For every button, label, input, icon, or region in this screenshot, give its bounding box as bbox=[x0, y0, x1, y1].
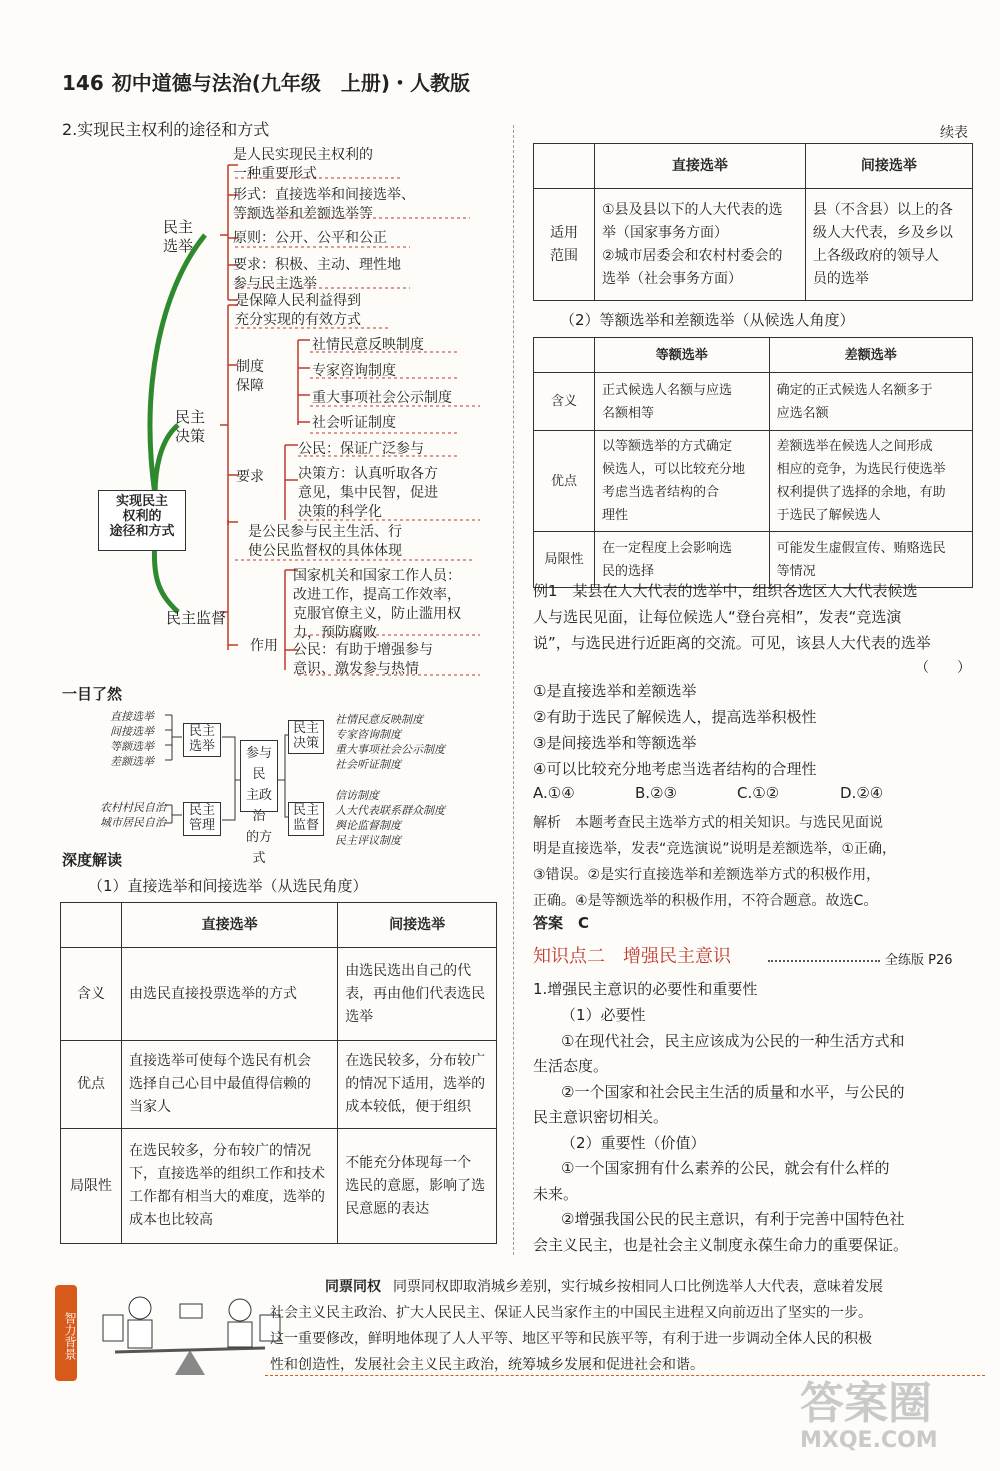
example-paren: （ ） bbox=[915, 660, 971, 676]
table1-cell: 由选民选出自己的代 表，再由他们代表选民 选举 bbox=[338, 948, 497, 1041]
tip-line-2: 社会主义民主政治、扩大人民民主、保证人民当家作主的中国民主进程又向前迈出了坚实的一步。 bbox=[270, 1305, 872, 1321]
table3-row-head: 含义 bbox=[534, 373, 595, 431]
column-divider bbox=[513, 125, 514, 1255]
ov-supervision-box: 民主 监督 bbox=[288, 802, 324, 836]
table1-header-indirect: 间接选举 bbox=[338, 903, 497, 948]
table1-row-head: 含义 bbox=[61, 948, 122, 1041]
system-2: 专家咨询制度 bbox=[312, 363, 396, 379]
ov-management-box: 民主 管理 bbox=[183, 802, 221, 836]
election-item-2: 形式：直接选举和间接选举、 等额选举和差额选举等 bbox=[233, 187, 415, 222]
table3-cell: 可能发生虚假宣传、贿赂选民 等情况 bbox=[769, 532, 972, 588]
table1-row-head: 优点 bbox=[61, 1041, 122, 1129]
table2-header-direct: 直接选举 bbox=[595, 144, 806, 189]
mindmap-center: 实现民主 权利的 途径和方式 bbox=[98, 490, 186, 551]
answer: 答案 C bbox=[533, 914, 590, 932]
supervision-effect-label: 作用 bbox=[250, 638, 278, 654]
ov-election-box: 民主 选举 bbox=[183, 723, 221, 757]
table2-cell: 县（不含县）以上的各 级人大代表，乡及乡以 上各级政府的领导人 员的选举 bbox=[805, 189, 972, 301]
effect-2: 公民：有助于增强参与 意识、激发参与热情 bbox=[293, 642, 433, 677]
table1-cell: 直接选举可使每个选民有机会 选择自己心目中最值得信赖的 当家人 bbox=[122, 1041, 338, 1129]
tip-line-1: 同票同权 同票同权即取消城乡差别，实行城乡按相同人口比例选举人大代表，意味着发展 bbox=[325, 1279, 883, 1295]
deep-sub1: （1）直接选举和间接选举（从选民角度） bbox=[88, 877, 368, 895]
tip-line-4: 性和创造性，发展社会主义民主政治，统筹城乡发展和促进社会和谐。 bbox=[270, 1357, 704, 1373]
table2-cell: ①县及县以下的人大代表的选 举（国家事务方面） ②城市居委会和农村村委会的 选举（社会事务方面） bbox=[595, 189, 806, 301]
supervision-intro: 是公民参与民主生活、行 使公民监督权的具体体现 bbox=[248, 524, 402, 559]
table1-row-head: 局限性 bbox=[61, 1129, 122, 1244]
table2-row-head: 适用 范围 bbox=[534, 189, 595, 301]
table1-header-direct: 直接选举 bbox=[122, 903, 338, 948]
section-title: 2.实现民主权利的途径和方式 bbox=[62, 120, 270, 139]
page-header bbox=[62, 71, 471, 95]
overview-title: 一目了然 bbox=[62, 685, 123, 703]
choice-a: A.①④ bbox=[533, 784, 575, 802]
tip-line-3: 这一重要修改，鲜明地体现了人人平等、地区平等和民族平等，有利于进一步调动全体人民的积极 bbox=[270, 1331, 872, 1347]
watermark: 答案圈 MXQE.COM bbox=[800, 1378, 938, 1453]
table3-header-diff: 差额选举 bbox=[769, 338, 972, 373]
choice-b: B.②③ bbox=[635, 784, 677, 802]
table3-cell: 确定的正式候选人名额多于 应选名额 bbox=[769, 373, 972, 431]
table1-header-empty bbox=[61, 903, 122, 948]
table-equal-diff bbox=[533, 337, 973, 588]
decision-req-label: 要求 bbox=[236, 469, 264, 485]
table3-cell: 正式候选人名额与应选 名额相等 bbox=[595, 373, 770, 431]
kp2-title: 知识点二 增强民主意识 bbox=[533, 946, 731, 967]
table1-cell: 不能充分体现每一个 选民的意愿，影响了选 民意愿的表达 bbox=[338, 1129, 497, 1244]
table1-cell: 由选民直接投票选举的方式 bbox=[122, 948, 338, 1041]
table-direct-indirect bbox=[60, 902, 497, 1244]
system-4: 社会听证制度 bbox=[312, 415, 396, 431]
kp2-dotted-leader bbox=[768, 960, 880, 962]
tip-badge: 智力背景 bbox=[55, 1285, 77, 1381]
table3-header-equal: 等额选举 bbox=[595, 338, 770, 373]
ov-center-box: 参与民 主政治 的方式 bbox=[240, 740, 278, 812]
example-options: ①是直接选举和差额选举 ②有助于选民了解候选人，提高选举积极性 ③是间接选举和等额选举 ④可以比较充分地考虑当选者结构的合理性 bbox=[533, 682, 817, 778]
table3-header-empty bbox=[534, 338, 595, 373]
table-scope bbox=[533, 143, 973, 301]
election-item-3: 原则：公开、公平和公正 bbox=[233, 230, 387, 246]
ov-election-items: 直接选举 间接选举 等额选举 差额选举 bbox=[110, 710, 154, 768]
tip-box bbox=[55, 1275, 990, 1387]
tip-underline bbox=[265, 1375, 985, 1376]
decision-intro: 是保障人民利益得到 充分实现的有效方式 bbox=[235, 293, 361, 328]
req-item-1: 公民：保证广泛参与 bbox=[298, 441, 424, 457]
decision-label: 民主 决策 bbox=[175, 408, 206, 445]
table3-cell: 在一定程度上会影响选 民的选择 bbox=[595, 532, 770, 588]
decision-system-label: 制度 保障 bbox=[236, 359, 264, 394]
table3-cell: 以等额选举的方式确定 候选人，可以比较充分地 考虑当选者结构的合 理性 bbox=[595, 431, 770, 532]
example-analysis: 解析 本题考查民主选举方式的相关知识。与选民见面说 明是直接选举，发表“竞选演说”说明是差额选举，①正确， ③错误。②是实行直接选举和差额选举方式的积极作用， 正确。④是等额选举的积极作用，不符合题意。故选C。 bbox=[533, 815, 897, 909]
table3-row-head: 局限性 bbox=[534, 532, 595, 588]
election-item-4: 要求：积极、主动、理性地 参与民主选举 bbox=[233, 257, 401, 292]
table3-row-head: 优点 bbox=[534, 431, 595, 532]
election-item-1: 是人民实现民主权利的 一种重要形式 bbox=[233, 147, 373, 182]
table1-cell: 在选民较多，分布较广的情况 下，直接选举的组织工作和技术 工作都有相当大的难度，选举的 成本也比较高 bbox=[122, 1129, 338, 1244]
req-item-2: 决策方：认真听取各方 意见，集中民智，促进 决策的科学化 bbox=[298, 466, 438, 520]
choice-d: D.②④ bbox=[840, 784, 884, 802]
table1-cell: 在选民较多，分布较广 的情况下适用，选举的 成本较低，便于组织 bbox=[338, 1041, 497, 1129]
choice-c: C.①② bbox=[737, 784, 780, 802]
ov-decision-items: 社情民意反映制度 专家咨询制度 重大事项社会公示制度 社会听证制度 bbox=[335, 713, 445, 771]
kp2-ref: 全练版 P26 bbox=[885, 953, 953, 968]
sub2-title: （2）等额选举和差额选举（从候选人角度） bbox=[560, 311, 855, 329]
necessity-body: （1）必要性 ①在现代社会，民主应该成为公民的一种生活方式和 生活态度。 ②一个国家和社会民主生活的质量和水平，与公民的 民主意识密切相关。 （2）重要性（价值） ①一个国家拥有什么素养的公民，就会有什么样的 未来。 ②增强我国公民的民主意识，有利于完善中国特色社 会主义民主，也是社会主义制度永葆生命力的重要保证。 bbox=[533, 1006, 909, 1254]
ov-management-items: 农村村民自治 城市居民自治 bbox=[100, 801, 166, 829]
necessity-title: 1.增强民主意识的必要性和重要性 bbox=[533, 980, 758, 998]
supervision-label: 民主监督 bbox=[166, 609, 227, 627]
ov-supervision-items: 信访制度 人大代表联系群众制度 舆论监督制度 民主评议制度 bbox=[335, 789, 445, 847]
book-title: 初中道德与法治(九年级 上册)・人教版 bbox=[111, 71, 471, 95]
example-text: 例1 某县在人大代表的选举中，组织各选区人大代表候选 人与选民见面，让每位候选人“登台亮相”，发表“竞选演 说”，与选民进行近距离的交流。可见，该县人大代表的选举 bbox=[533, 582, 931, 652]
ov-decision-box: 民主 决策 bbox=[288, 720, 324, 754]
table2-header-empty bbox=[534, 144, 595, 189]
cartoon-illustration bbox=[95, 1280, 285, 1385]
system-3: 重大事项社会公示制度 bbox=[312, 390, 452, 406]
effect-1: 国家机关和国家工作人员： 改进工作，提高工作效率， 克服官僚主义，防止滥用权 力，预防腐败 bbox=[293, 568, 461, 641]
deep-title: 深度解读 bbox=[62, 851, 123, 869]
election-label: 民主 选举 bbox=[163, 218, 194, 255]
system-1: 社情民意反映制度 bbox=[312, 337, 424, 353]
table3-cell: 差额选举在候选人之间形成 相应的竞争，为选民行使选举 权利提供了选择的余地，有助 于选民了解候选人 bbox=[769, 431, 972, 532]
page-number: 146 bbox=[62, 71, 104, 95]
table2-header-indirect: 间接选举 bbox=[805, 144, 972, 189]
continued-label: 续表 bbox=[940, 125, 968, 141]
